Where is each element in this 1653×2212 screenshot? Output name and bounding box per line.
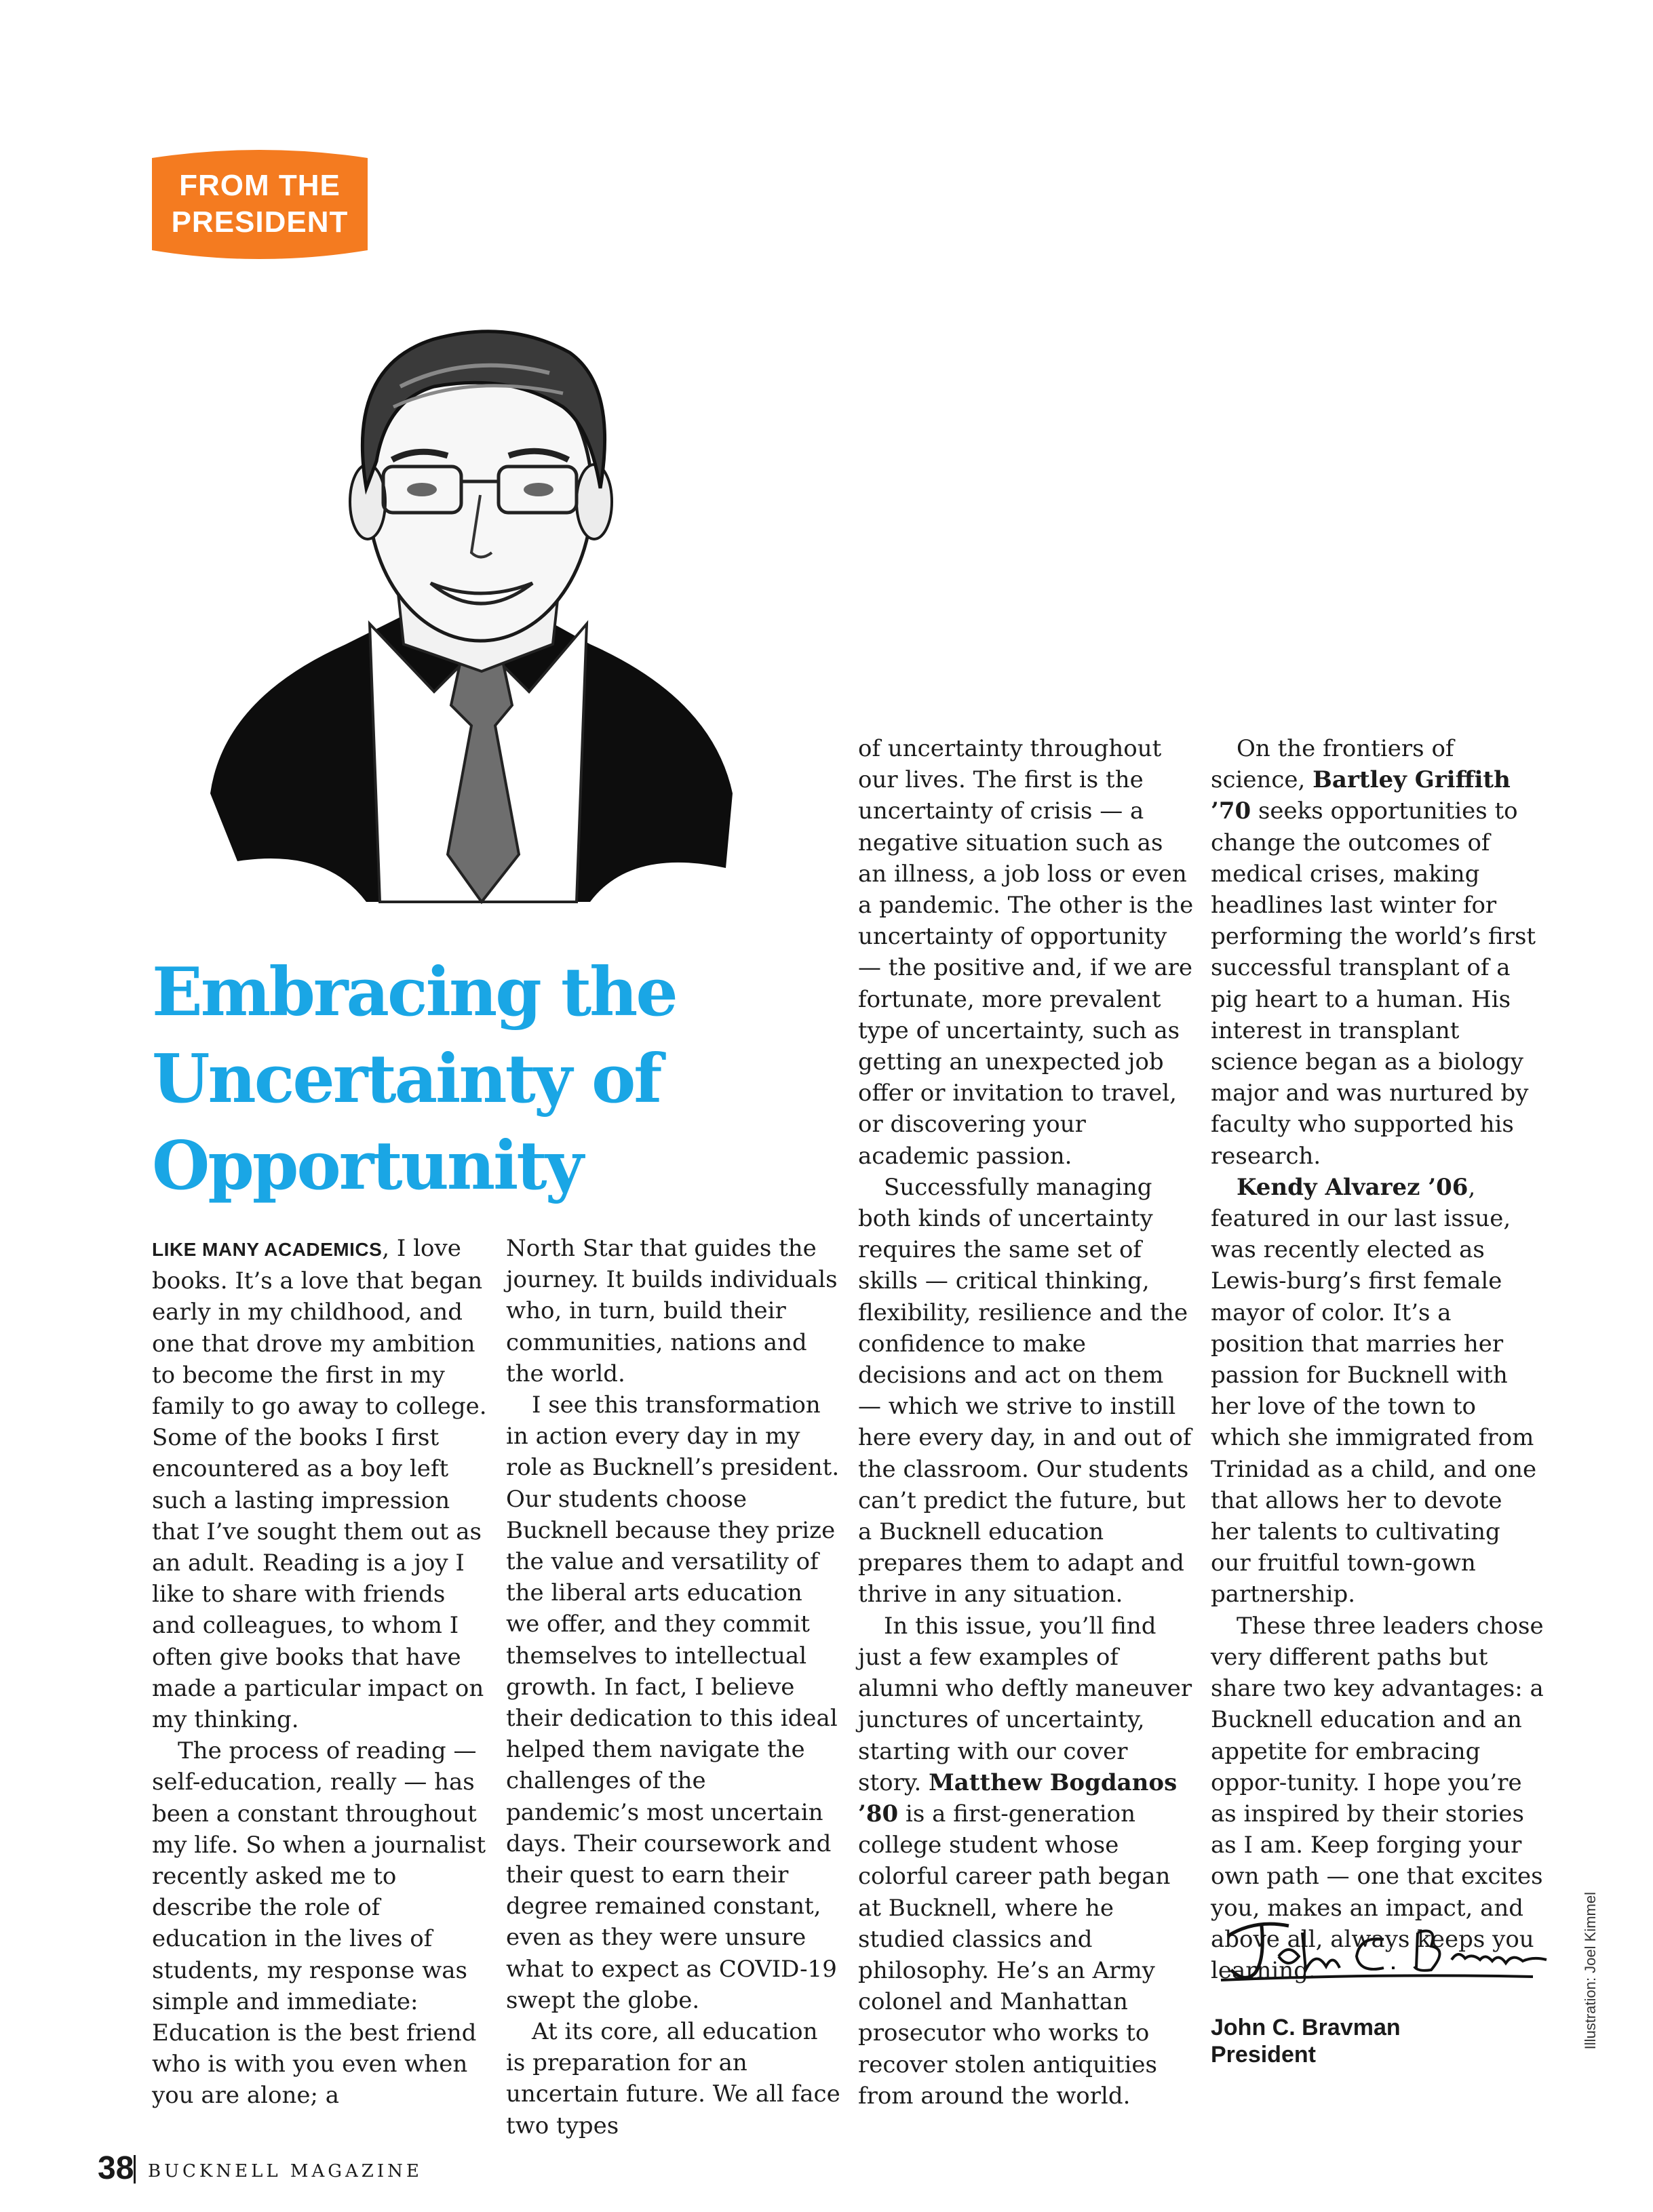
paragraph bbox=[1211, 1172, 1547, 1611]
article-headline: Embracing the Uncertainty of Opportunity bbox=[152, 953, 676, 1205]
article-column-2 bbox=[506, 1233, 842, 2141]
article-column-1 bbox=[152, 1233, 488, 2112]
paragraph: At its core, all education is preparation for an uncertain future. We all face two types bbox=[506, 2018, 840, 2139]
paragraph-text: seeks opportunities to change the outcomes of medical crises, making headlines last winter for performing the world’s first successful transplant of a pig heart to a human. His interest in transplant science began as a biology major and was nurtured by faculty who supported his research. bbox=[1211, 797, 1536, 1170]
section-tag-label: FROM THE PRESIDENT bbox=[171, 169, 349, 239]
paragraph: North Star that guides the journey. It builds individuals who, in turn, build their communities, nations and the world. bbox=[506, 1235, 838, 1387]
signature-title: President bbox=[1211, 2042, 1316, 2068]
paragraph: of uncertainty throughout our lives. The first is the uncertainty of crisis — a negative situation such as an illness, a job loss or even a pandemic. The other is the uncertainty of opportunity — the positive and, if we are fortunate, more prevalent type of uncertainty, such as getting an unexpected job offer or invitation to travel, or discovering your academic passion. bbox=[858, 735, 1194, 1170]
alumni-name: Kendy Alvarez ’06 bbox=[1237, 1173, 1469, 1201]
footer-divider bbox=[134, 2155, 136, 2184]
president-portrait-icon bbox=[210, 292, 753, 915]
alumni-name: Bartley Griffith ’70 bbox=[1211, 766, 1511, 825]
illustration-credit: Illustration: Joel Kimmel bbox=[1582, 1892, 1599, 2050]
paragraph: Successfully managing both kinds of uncertainty requires the same set of skills — critical thinking, flexibility, resilience and the confidence to make decisions and act on them — which we strive to instill here every day, in and out of the classroom. Our students can’t predict the future, but a Bucknell education prepares them to adapt and thrive in any situation. bbox=[858, 1173, 1192, 1608]
paragraph: I see this transformation in action every day in my role as Bucknell’s president. Our students choose Bucknell because they prize the value and versatility of the liberal arts education we offer, and they commit themselves to intellectual growth. In fact, I believe their dedication to this ideal helped them navigate the challenges of the pandemic’s most uncertain days. Their coursework and their quest to earn their degree remained constant, even as they were unsure what to expect as COVID-19 swept the globe. bbox=[506, 1391, 840, 2014]
article-column-4 bbox=[1211, 733, 1547, 1986]
signature-name: John C. Bravman bbox=[1211, 2015, 1401, 2040]
paragraph bbox=[152, 1233, 488, 1735]
paragraph-text: In this issue, you’ll find just a few examples of alumni who deftly maneuver junctures of uncertainty, starting with our cover story. bbox=[858, 1612, 1192, 1796]
article-column-3 bbox=[858, 733, 1194, 2112]
paragraph-text: , featured in our last issue, was recently elected as Lewis-burg’s first female mayor of color. It’s a position that marries her passion for Bucknell with her love of the town to which she immigrated from Trinidad as a child, and one that allows her to devote her talents to cultivating our fruitful town-gown partnership. bbox=[1211, 1173, 1537, 1608]
paragraph: These three leaders chose very different paths but share two key advantages: a Bucknell education and an appetite for embracing oppor-tunity. I hope you’re as inspired by their stories as I am. Keep forging your own path — one that excites you, makes an impact, and above all, always keeps you learning. bbox=[1211, 1612, 1544, 1984]
paragraph-text: On the frontiers of science, bbox=[1211, 735, 1454, 794]
magazine-name: BUCKNELL MAGAZINE bbox=[148, 2161, 423, 2181]
paragraph bbox=[1211, 733, 1547, 1172]
paragraph: The process of reading — self-education, really — has been a constant throughout my life. So when a journalist recently asked me to describe the role of education in the lives of students, my response was simple and immediate: Education is the best friend who is with you even when you are alone; a bbox=[152, 1737, 486, 2110]
paragraph bbox=[858, 1611, 1194, 2112]
lead-in-caps: LIKE MANY ACADEMICS bbox=[152, 1239, 383, 1260]
section-tag bbox=[152, 149, 368, 261]
handwritten-signature-icon bbox=[1214, 1905, 1553, 2000]
alumni-name: Matthew Bogdanos ’80 bbox=[858, 1769, 1178, 1828]
page-number: 38 bbox=[98, 2150, 134, 2186]
paragraph-text: , I love books. It’s a love that began early in my childhood, and one that drove my ambition to become the first in my family to go away to college. Some of the books I first encountered as a boy left such a lasting impression that I’ve sought them out as an adult. Reading is a joy I like to share with friends and colleagues, to whom I often give books that have made a particular impact on my thinking. bbox=[152, 1235, 487, 1734]
paragraph-text: is a first-generation college student whose colorful career path began at Bucknell, where he studied classics and philosophy. He’s an Army colonel and Manhattan prosecutor who works to recover stolen antiquities from around the world. bbox=[858, 1800, 1171, 2110]
